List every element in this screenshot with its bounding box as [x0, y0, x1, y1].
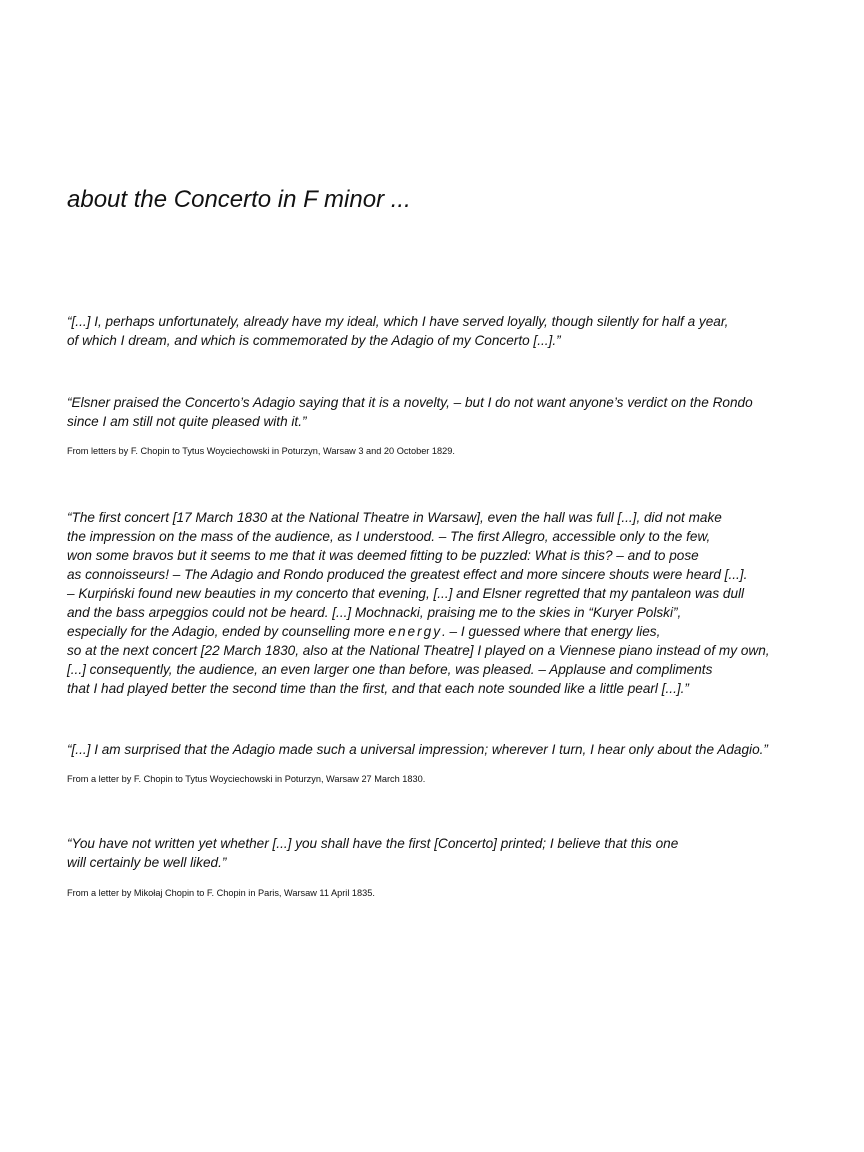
quote-line: “Elsner praised the Concerto’s Adagio saying that it is a novelty, – but I do not want anyone’s verdict on the Rondo: [67, 395, 753, 410]
page-title: about the Concerto in F minor ...: [67, 186, 411, 213]
quote-line: [...] consequently, the audience, an even larger one than before, was pleased. – Applause and compliments: [67, 662, 713, 677]
quote-first-concert: [67, 508, 770, 698]
quote-line: so at the next concert [22 March 1830, also at the National Theatre] I played on a Viennese piano instead of my own,: [67, 643, 770, 658]
quote-line: “[...] I, perhaps unfortunately, already have my ideal, which I have served loyally, though silently for half a year,: [67, 314, 729, 329]
quote-line: and the bass arpeggios could not be heard. [...] Mochnacki, praising me to the skies in “Kuryer Polski”,: [67, 605, 682, 620]
quote-line: the impression on the mass of the audience, as I understood. – The first Allegro, accessible only to the few,: [67, 529, 711, 544]
source-citation-1829: From letters by F. Chopin to Tytus Woyciechowski in Poturzyn, Warsaw 3 and 20 October 1829.: [67, 446, 455, 456]
quote-line: “You have not written yet whether [...] you shall have the first [Concerto] printed; I believe that this one: [67, 836, 679, 851]
quote-elsner-praise: [67, 393, 753, 431]
quote-line: as connoisseurs! – The Adagio and Rondo produced the greatest effect and more sincere shouts were heard [...].: [67, 567, 748, 582]
source-citation-1830: From a letter by F. Chopin to Tytus Woyciechowski in Poturzyn, Warsaw 27 March 1830.: [67, 774, 426, 784]
quote-line: of which I dream, and which is commemorated by the Adagio of my Concerto [...].”: [67, 333, 561, 348]
quote-line: “[...] I am surprised that the Adagio made such a universal impression; wherever I turn, I hear only about the Adagio.”: [67, 742, 768, 757]
quote-text: . – I guessed where that energy lies,: [442, 624, 661, 639]
quote-adagio-impression: [67, 740, 768, 759]
quote-line: “The first concert [17 March 1830 at the National Theatre in Warsaw], even the hall was full [...], did not make: [67, 510, 722, 525]
quote-line: that I had played better the second time than the first, and that each note sounded like a little pearl [...].”: [67, 681, 689, 696]
quote-line: – Kurpiński found new beauties in my concerto that evening, [...] and Elsner regretted that my pantaleon was dull: [67, 586, 745, 601]
emphasized-word: energy: [388, 624, 442, 639]
quote-text: especially for the Adagio, ended by counselling more: [67, 624, 389, 639]
quote-line: will certainly be well liked.”: [67, 855, 227, 870]
source-citation-1835: From a letter by Mikołaj Chopin to F. Chopin in Paris, Warsaw 11 April 1835.: [67, 888, 375, 898]
quote-line: won some bravos but it seems to me that it was deemed fitting to be puzzled: What is this? – and to pose: [67, 548, 699, 563]
quote-printing: [67, 834, 678, 872]
quote-line: since I am still not quite pleased with it.”: [67, 414, 307, 429]
quote-line-energy: [67, 622, 770, 641]
quote-ideal: [67, 312, 728, 350]
